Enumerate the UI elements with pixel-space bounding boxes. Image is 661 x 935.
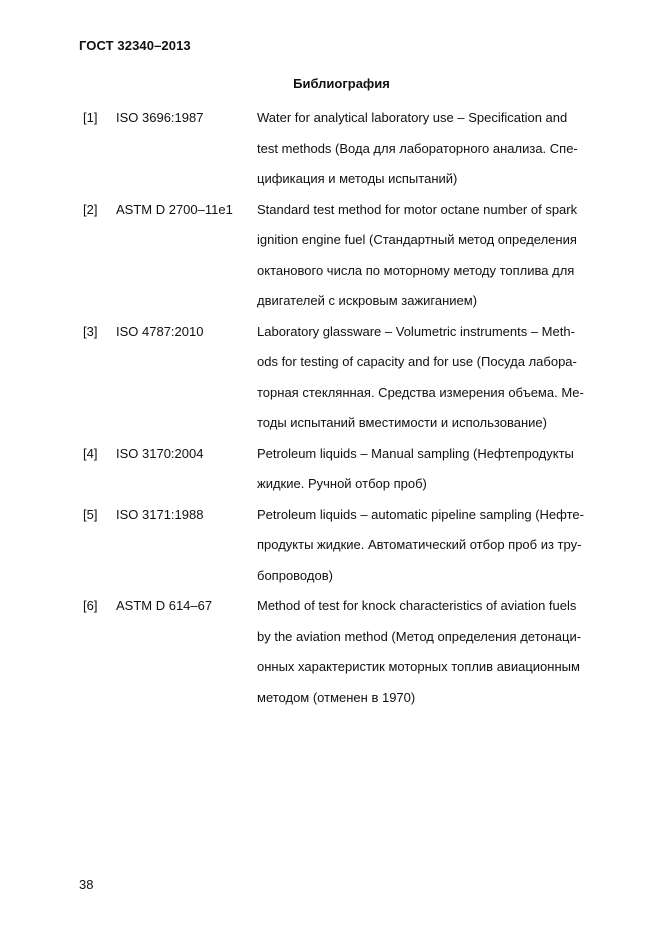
entry-standard: ISO 3170:2004 (116, 445, 204, 461)
entry-title-line: торная стеклянная. Средства измерения объема. Ме- (257, 384, 584, 400)
entry-number: [1] (83, 110, 98, 125)
entry-title-line: тоды испытаний вместимости и использование) (257, 415, 547, 430)
entry-title-line: бопроводов) (257, 567, 333, 583)
entry-number: [3] (83, 323, 98, 339)
entry-number: [5] (83, 506, 98, 522)
entry-title (257, 103, 603, 195)
entry-standard: ASTM D 2700–11e1 (116, 201, 233, 217)
bibliography-entry (83, 103, 603, 195)
entry-title (257, 500, 603, 592)
entry-standard: ISO 3171:1988 (116, 506, 204, 522)
entry-title-line: октанового числа по моторному методу топлива для (257, 262, 575, 278)
entry-title-line: by the aviation method (Метод определения детонаци- (257, 628, 582, 644)
entry-number: [6] (83, 598, 98, 613)
entry-title-line: Standard test method for motor octane number of spark (257, 201, 578, 217)
entry-title-line: Water for analytical laboratory use – Specification and (257, 110, 568, 125)
entry-standard: ISO 4787:2010 (116, 323, 204, 339)
entry-number: [2] (83, 201, 98, 217)
section-title: Библиография (293, 76, 390, 91)
entry-title-line: Laboratory glassware – Volumetric instruments – Meth- (257, 323, 575, 339)
entry-title (257, 591, 603, 713)
entry-title-line: test methods (Вода для лабораторного анализа. Спе- (257, 140, 578, 156)
document-code: ГОСТ 32340–2013 (79, 38, 191, 53)
entry-title-line: Petroleum liquids – Manual sampling (Нефтепродукты (257, 445, 574, 461)
entry-title-line: ignition engine fuel (Стандартный метод определения (257, 232, 577, 247)
bibliography-entry (83, 317, 603, 439)
bibliography-list (83, 103, 603, 713)
page-number: 38 (79, 877, 94, 892)
bibliography-entry (83, 195, 603, 317)
bibliography-entry (83, 500, 603, 592)
entry-standard: ASTM D 614–67 (116, 598, 213, 613)
entry-standard: ISO 3696:1987 (116, 110, 204, 125)
entry-title-line: жидкие. Ручной отбор проб) (257, 476, 427, 491)
entry-title-line: онных характеристик моторных топлив авиационным (257, 659, 580, 674)
entry-title-line: Method of test for knock characteristics of aviation fuels (257, 598, 577, 613)
entry-title-line: двигателей с искровым зажиганием) (257, 293, 478, 308)
entry-number: [4] (83, 445, 98, 461)
entry-title-line: ods for testing of capacity and for use (Посуда лабора- (257, 354, 577, 369)
entry-title-line: цификация и методы испытаний) (257, 171, 458, 186)
bibliography-entry (83, 591, 603, 713)
entry-title (257, 195, 603, 317)
entry-title-line: Petroleum liquids – automatic pipeline sampling (Нефте- (257, 506, 584, 522)
entry-title-line: продукты жидкие. Автоматический отбор проб из тру- (257, 537, 582, 552)
entry-title (257, 317, 603, 439)
entry-title (257, 439, 603, 500)
entry-title-line: методом (отменен в 1970) (257, 689, 416, 705)
bibliography-entry (83, 439, 603, 500)
